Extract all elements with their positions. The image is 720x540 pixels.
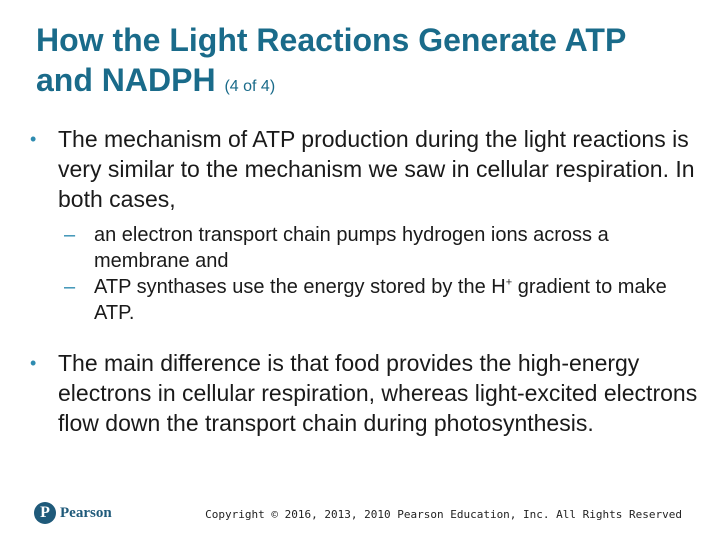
sub-bullet-list xyxy=(64,222,700,326)
dash-icon: – xyxy=(64,224,76,246)
bullet-text: The mechanism of ATP production during the light reactions is very similar to the mechanism we saw in cellular respiration. In both cases, xyxy=(58,126,695,212)
pearson-logo-icon: P xyxy=(34,502,56,524)
pearson-logo xyxy=(34,500,112,526)
copyright-notice: Copyright © 2016, 2013, 2010 Pearson Education, Inc. All Rights Reserved xyxy=(205,508,682,521)
slide-content xyxy=(30,124,700,438)
sub-bullet-text xyxy=(94,276,667,324)
bullet-item xyxy=(30,348,700,438)
slide-title xyxy=(36,20,686,107)
bullet-icon: • xyxy=(30,353,37,373)
bullet-text: The main difference is that food provides the high-energy electrons in cellular respiration, whereas light-excited electrons flow down the transport chain during photosynthesis. xyxy=(58,350,698,436)
pearson-logo-text: Pearson xyxy=(60,504,112,521)
sub-bullet-item xyxy=(64,222,700,274)
superscript-plus: + xyxy=(505,276,513,289)
sub-bullet-text-before: ATP synthases use the energy stored by the H xyxy=(94,276,506,298)
sub-bullet-text-after: gradient to make ATP. xyxy=(94,276,667,324)
sub-bullet-text: an electron transport chain pumps hydrogen ions across a membrane and xyxy=(94,224,609,272)
bullet-item xyxy=(30,124,700,214)
slide-title-main: How the Light Reactions Generate ATP and NADPH xyxy=(36,22,626,98)
sub-bullet-item xyxy=(64,274,700,326)
dash-icon: – xyxy=(64,276,76,298)
slide-title-part: (4 of 4) xyxy=(224,78,276,95)
bullet-icon: • xyxy=(30,129,37,149)
